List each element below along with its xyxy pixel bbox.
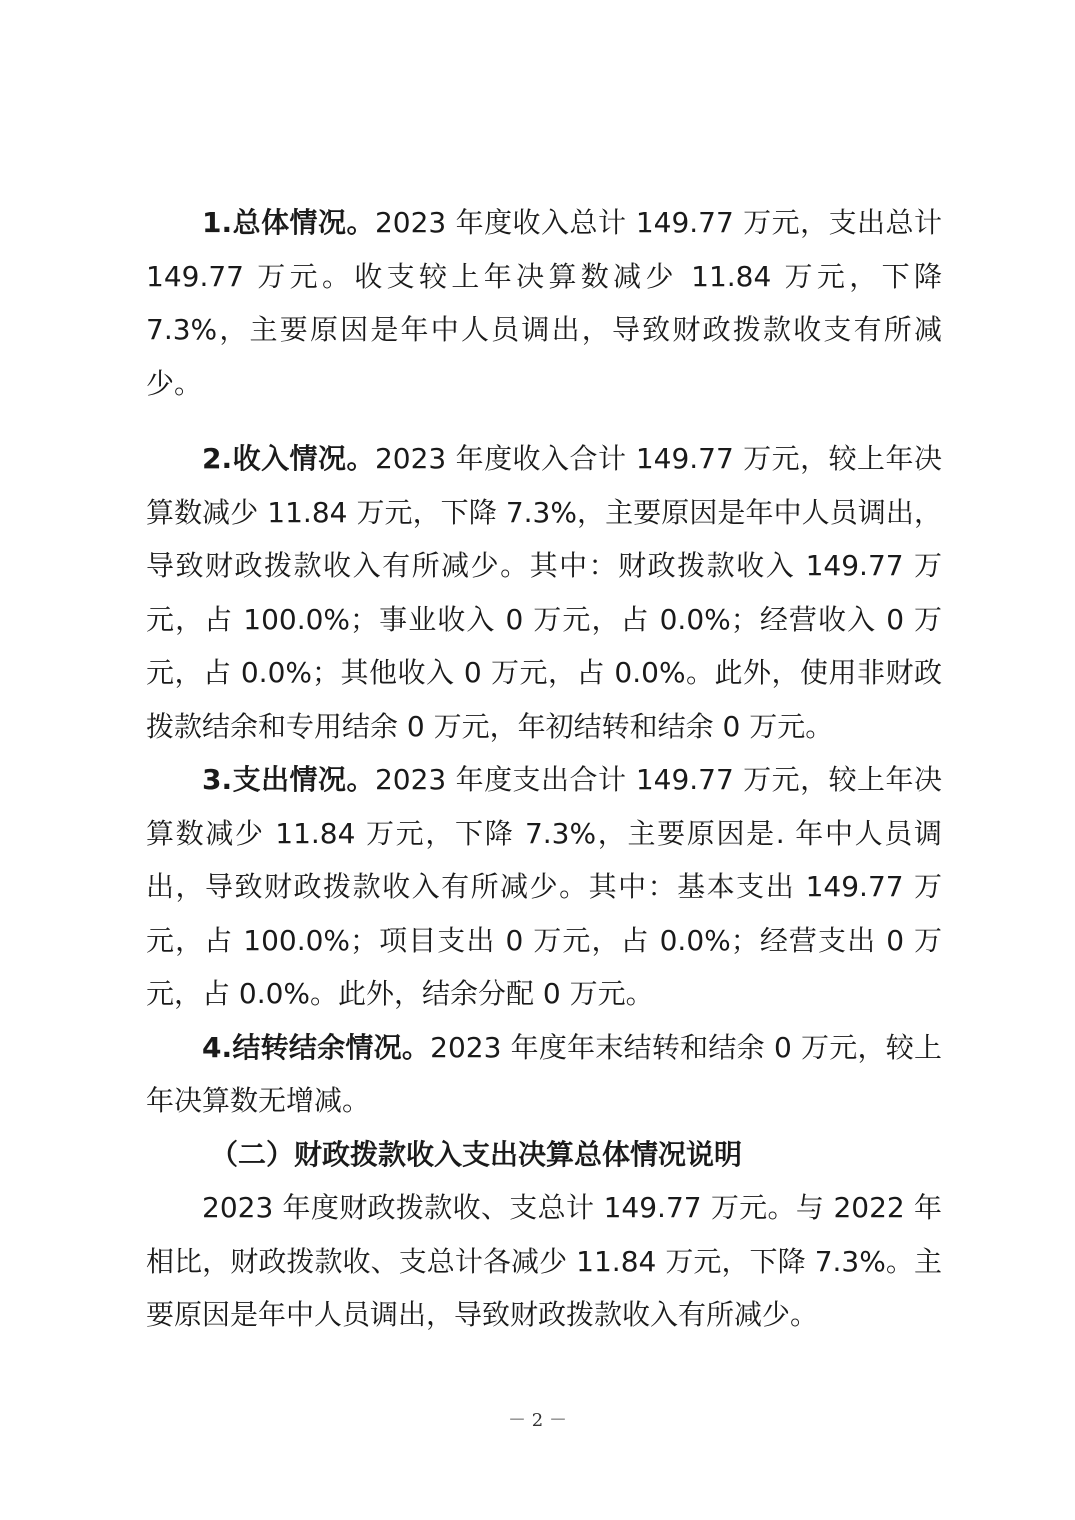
overall-text: 2023 年度收入总计 149.77 万元，支出总计 149.77 万元。收支较上年决算数减少 11.84 万元，下降 7.3%，主要原因是年中人员调出，导致财政拨款收支有所减少。 — [146, 206, 943, 400]
paragraph-gap — [146, 410, 942, 432]
carryover-text: 2023 年度年末结转和结余 0 万元，较上年决算数无增减。 — [146, 1030, 942, 1117]
income-paragraph — [146, 432, 942, 753]
expenditure-paragraph — [146, 753, 942, 1021]
fiscal-section-heading: （二）财政拨款收入支出决算总体情况说明 — [210, 1137, 743, 1171]
expenditure-text: 2023 年度支出合计 149.77 万元，较上年决算数减少 11.84 万元，下降 7.3%，主要原因是. 年中人员调出，导致财政拨款收入有所减少。其中：基本支出 149.77 万元，占 100.0%；项目支出 0 万元，占 0.0%；经营支出 0 万元，占 0.0%。此外，结余分配 0 万元。 — [146, 763, 943, 1010]
page-number: － 2 － — [508, 1410, 567, 1431]
overall-lead: 1.总体情况。 — [202, 206, 375, 239]
document-body — [146, 196, 942, 1342]
income-text: 2023 年度收入合计 149.77 万元，较上年决算数减少 11.84 万元，下降 7.3%，主要原因是年中人员调出，导致财政拨款收入有所减少。其中：财政拨款收入 149.77 万元，占 100.0%；事业收入 0 万元，占 0.0%；经营收入 0 万元，占 0.0%；其他收入 0 万元，占 0.0%。此外，使用非财政拨款结余和专用结余 0 万元，年初结转和结余 0 万元。 — [146, 442, 943, 743]
income-lead: 2.收入情况。 — [202, 442, 375, 475]
carryover-paragraph — [146, 1021, 942, 1128]
fiscal-paragraph: 2023 年度财政拨款收、支总计 149.77 万元。与 2022 年相比，财政拨款收、支总计各减少 11.84 万元，下降 7.3%。主要原因是年中人员调出，导致财政拨款收入有所减少。 — [146, 1191, 942, 1331]
overall-paragraph — [146, 196, 942, 410]
expenditure-lead: 3.支出情况。 — [202, 763, 375, 796]
carryover-lead: 4.结转结余情况。 — [202, 1030, 431, 1064]
